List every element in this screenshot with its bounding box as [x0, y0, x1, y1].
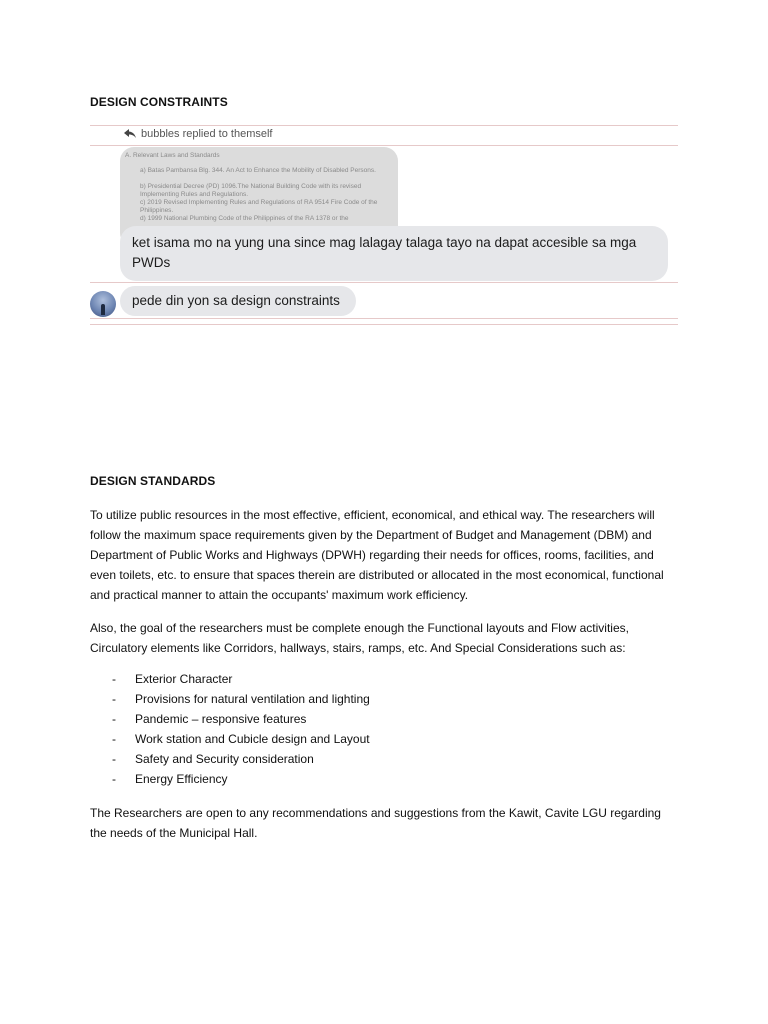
considerations-list: [90, 669, 680, 789]
list-item-text: Work station and Cubicle design and Layout: [135, 732, 370, 746]
chat-divider: [90, 145, 678, 146]
quoted-item: d) 1999 National Plumbing Code of the Philippines of the RA 1378 or the: [140, 215, 349, 222]
list-item-text: Safety and Security consideration: [135, 752, 314, 766]
list-item: [90, 709, 680, 729]
list-item-text: Provisions for natural ventilation and lighting: [135, 692, 370, 706]
chat-screenshot: [90, 125, 678, 325]
list-marker: -: [112, 692, 116, 706]
quoted-item: a) Batas Pambansa Blg. 344. An Act to Enhance the Mobility of Disabled Persons.: [140, 167, 376, 174]
list-marker: -: [112, 772, 116, 786]
chat-divider: [90, 282, 678, 283]
design-constraints-heading: DESIGN CONSTRAINTS: [90, 95, 228, 109]
quoted-item: c) 2019 Revised Implementing Rules and Regulations of RA 9514 Fire Code of the Philippines.: [140, 199, 378, 214]
list-item-text: Energy Efficiency: [135, 772, 228, 786]
paragraph: To utilize public resources in the most effective, efficient, economical, and ethical way. The researchers will follow the maximum space requirements given by the Department of Budget and Management (DBM) and Department of Public Works and Highways (DPWH) regarding their needs for offices, rooms, facilities, and even toilets, etc. to ensure that spaces therein are distributed or allocated in the most economical, functional and practical manner to attain the occupants' maximum work efficiency.: [90, 508, 664, 602]
chat-message[interactable]: ket isama mo na yung una since mag lalagay talaga tayo na dapat accesible sa mga PWDs: [120, 226, 668, 281]
list-marker: -: [112, 732, 116, 746]
list-item: [90, 689, 680, 709]
paragraph: Also, the goal of the researchers must be complete enough the Functional layouts and Flow activities, Circulatory elements like Corridors, hallways, stairs, ramps, etc. And Special Considerations such as:: [90, 621, 629, 655]
chat-divider: [90, 318, 678, 319]
avatar[interactable]: [90, 291, 116, 317]
list-item: [90, 769, 680, 789]
list-marker: -: [112, 752, 116, 766]
list-item: [90, 729, 680, 749]
reply-icon: [124, 129, 136, 139]
reply-label: bubbles replied to themself: [141, 128, 273, 140]
list-marker: -: [112, 712, 116, 726]
paragraph: The Researchers are open to any recommendations and suggestions from the Kawit, Cavite LGU regarding the needs of the Municipal Hall.: [90, 806, 661, 840]
list-item-text: Pandemic – responsive features: [135, 712, 307, 726]
list-item-text: Exterior Character: [135, 672, 233, 686]
quoted-item: b) Presidential Decree (PD) 1096.The National Building Code with its revised Implementing Rules and Regulations.: [140, 183, 362, 198]
chat-divider: [90, 125, 678, 126]
list-item: [90, 749, 680, 769]
chat-divider: [90, 324, 678, 325]
design-standards-heading: DESIGN STANDARDS: [90, 474, 216, 488]
list-marker: -: [112, 672, 116, 686]
reply-indicator: [124, 128, 272, 140]
list-item: [90, 669, 680, 689]
chat-message[interactable]: pede din yon sa design constraints: [120, 286, 356, 316]
quoted-heading: A. Relevant Laws and Standards: [125, 152, 220, 159]
